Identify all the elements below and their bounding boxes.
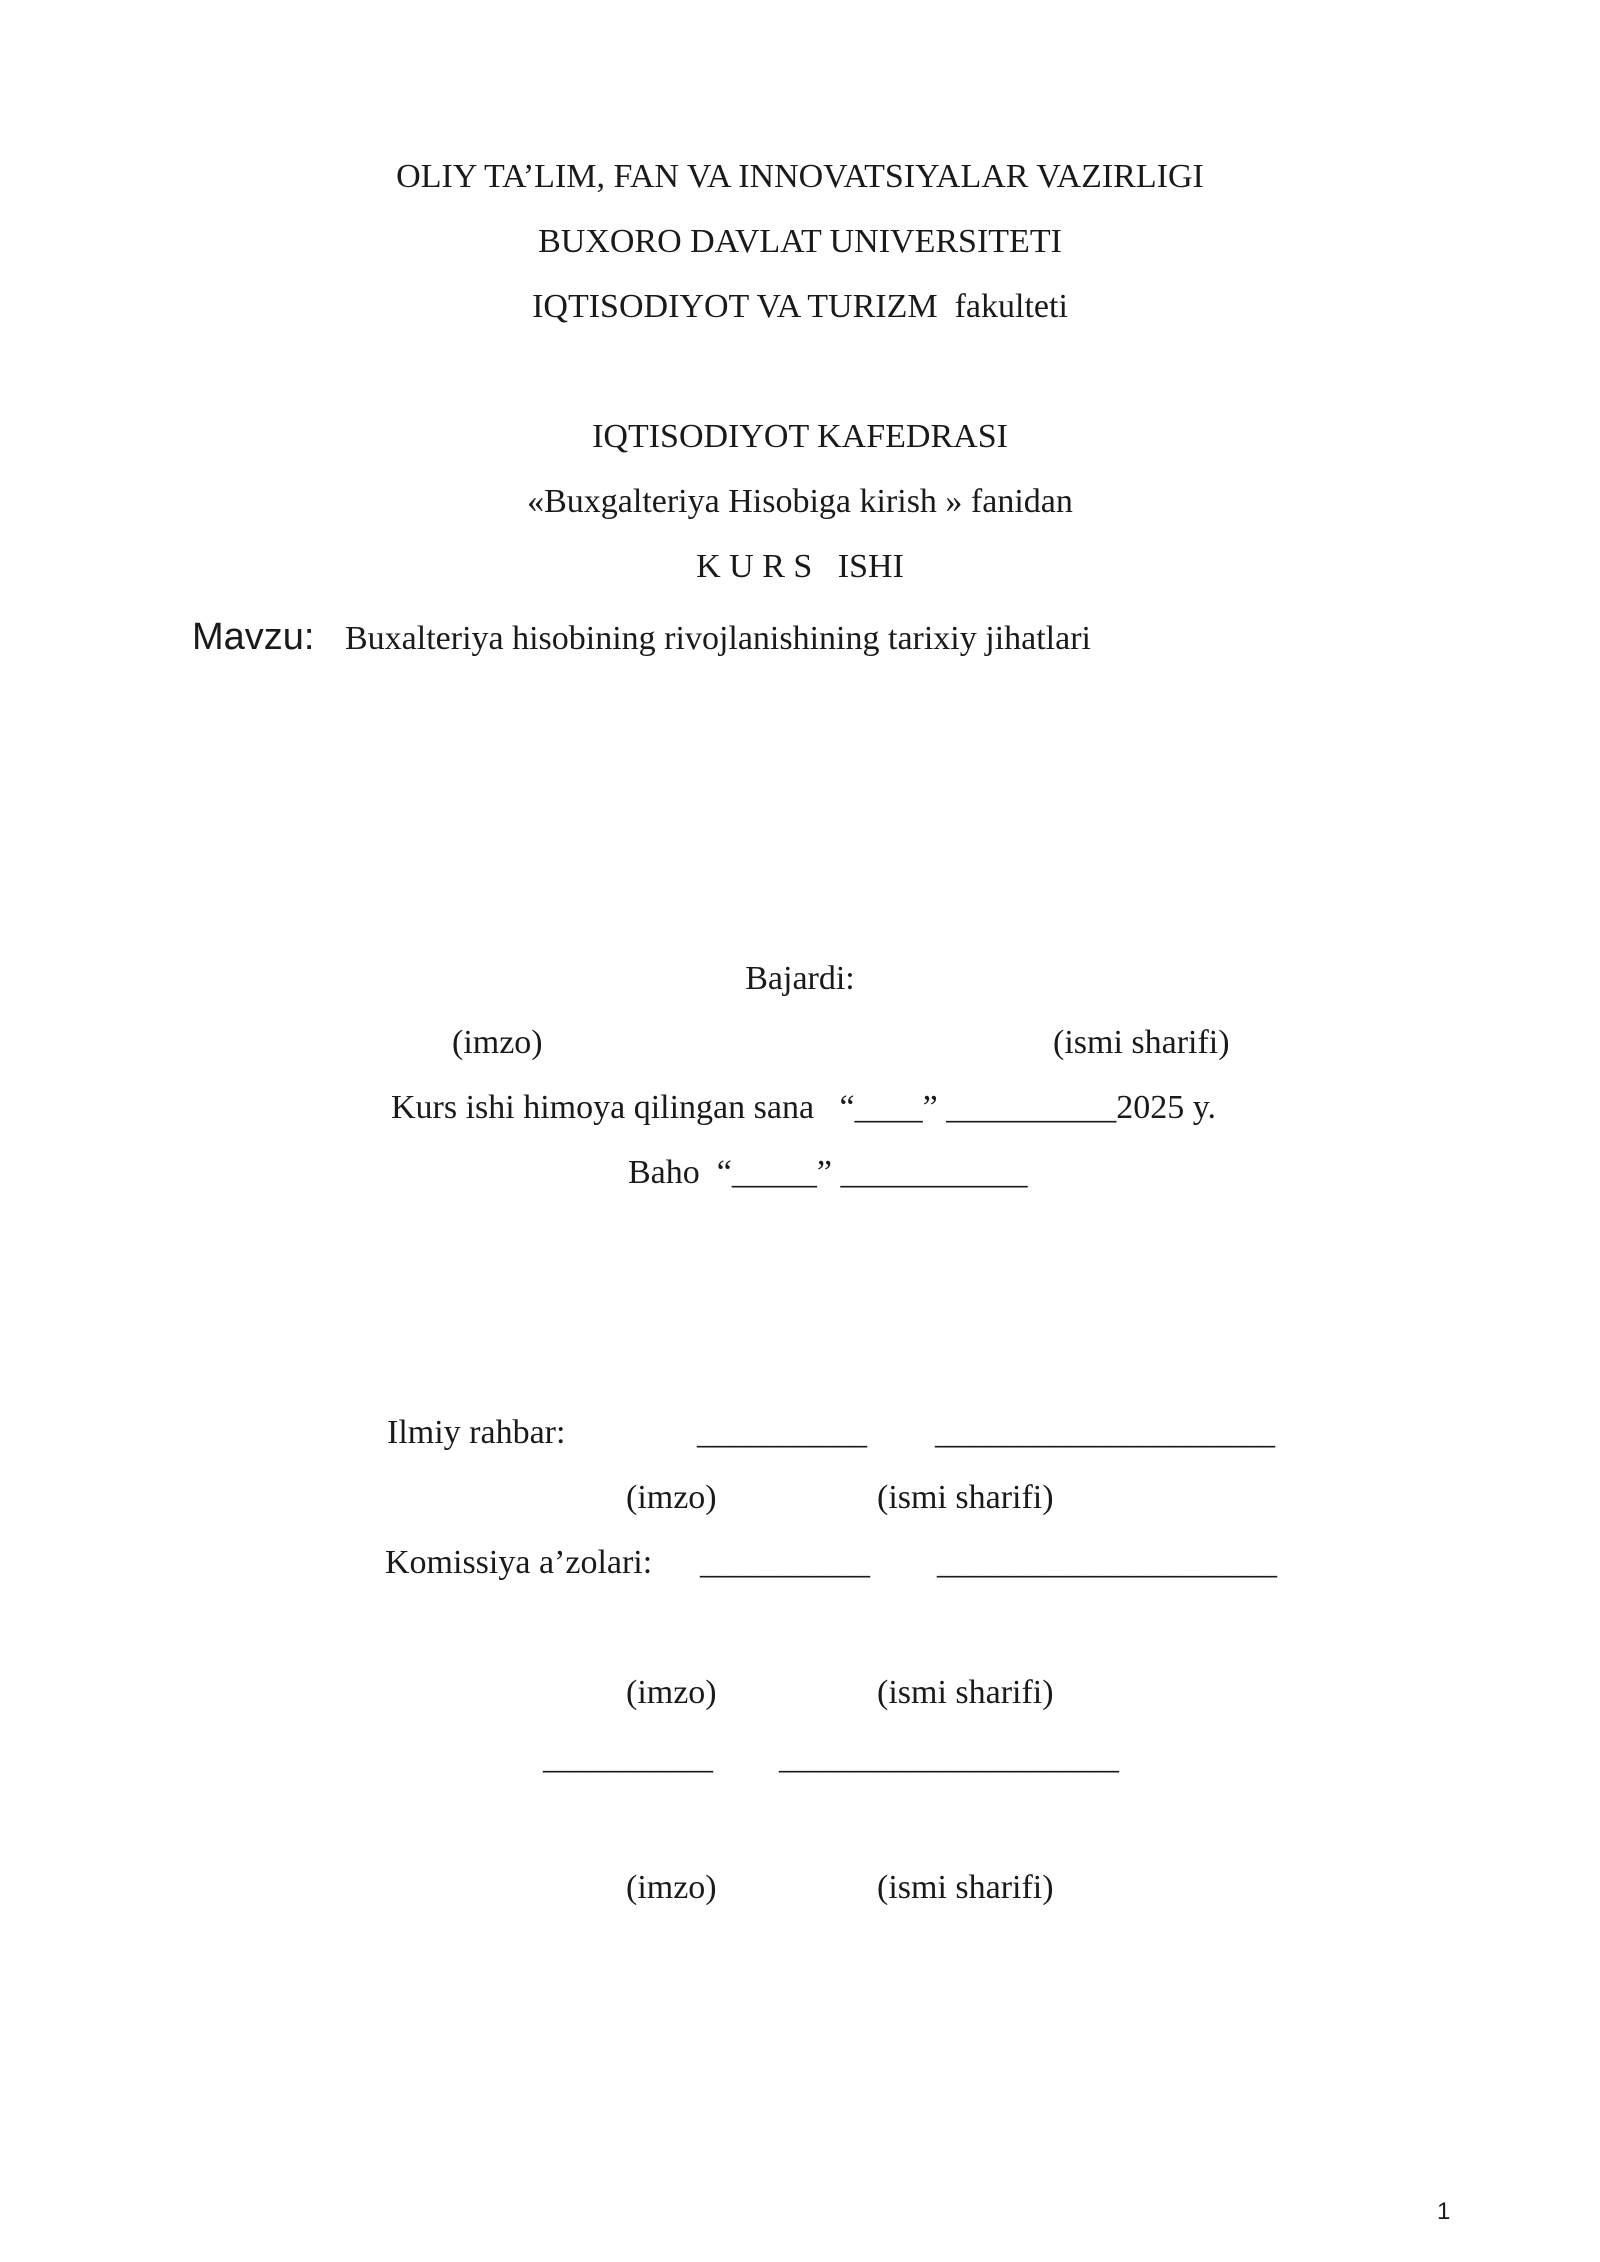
commission-label: Komissiya a’zolari: bbox=[385, 1544, 653, 1581]
performer-signature-caption: (imzo) bbox=[452, 1024, 543, 1061]
topic-label: Mavzu: bbox=[192, 616, 315, 658]
commission-member2-name-caption: (ismi sharifi) bbox=[877, 1869, 1054, 1906]
supervisor-name-blank: ____________________ bbox=[935, 1414, 1275, 1451]
department-name: IQTISODIYOT KAFEDRASI bbox=[592, 418, 1008, 455]
performer-label: Bajardi: bbox=[745, 960, 855, 997]
supervisor-name-caption: (ismi sharifi) bbox=[877, 1479, 1054, 1516]
topic-title: Buxalteriya hisobining rivojlanishining tarixiy jihatlari bbox=[345, 620, 1091, 657]
supervisor-signature-blank: __________ bbox=[697, 1414, 867, 1451]
grade-line: Baho “_____” ___________ bbox=[628, 1154, 1028, 1191]
commission-member2-signature-blank: __________ bbox=[543, 1739, 713, 1776]
commission-member2-name-blank: ____________________ bbox=[779, 1739, 1119, 1776]
commission-member2-signature-caption: (imzo) bbox=[626, 1869, 717, 1906]
supervisor-signature-caption: (imzo) bbox=[626, 1479, 717, 1516]
ministry-name: OLIY TA’LIM, FAN VA INNOVATSIYALAR VAZIRLIGI bbox=[396, 158, 1204, 195]
faculty-name: IQTISODIYOT VA TURIZM fakulteti bbox=[532, 288, 1068, 325]
supervisor-label: Ilmiy rahbar: bbox=[387, 1414, 566, 1451]
university-name: BUXORO DAVLAT UNIVERSITETI bbox=[538, 223, 1062, 260]
commission-name-blank: ____________________ bbox=[937, 1544, 1277, 1581]
commission-signature-blank: __________ bbox=[700, 1544, 870, 1581]
work-type-title: K U R S ISHI bbox=[696, 548, 904, 585]
subject-name: «Buxgalteriya Hisobiga kirish » fanidan bbox=[527, 483, 1073, 520]
commission-name-caption: (ismi sharifi) bbox=[877, 1674, 1054, 1711]
commission-signature-caption: (imzo) bbox=[626, 1674, 717, 1711]
performer-name-caption: (ismi sharifi) bbox=[1053, 1024, 1230, 1061]
page-number: 1 bbox=[1437, 2198, 1451, 2225]
defense-date-line: Kurs ishi himoya qilingan sana “____” __________2025 y. bbox=[391, 1089, 1217, 1126]
